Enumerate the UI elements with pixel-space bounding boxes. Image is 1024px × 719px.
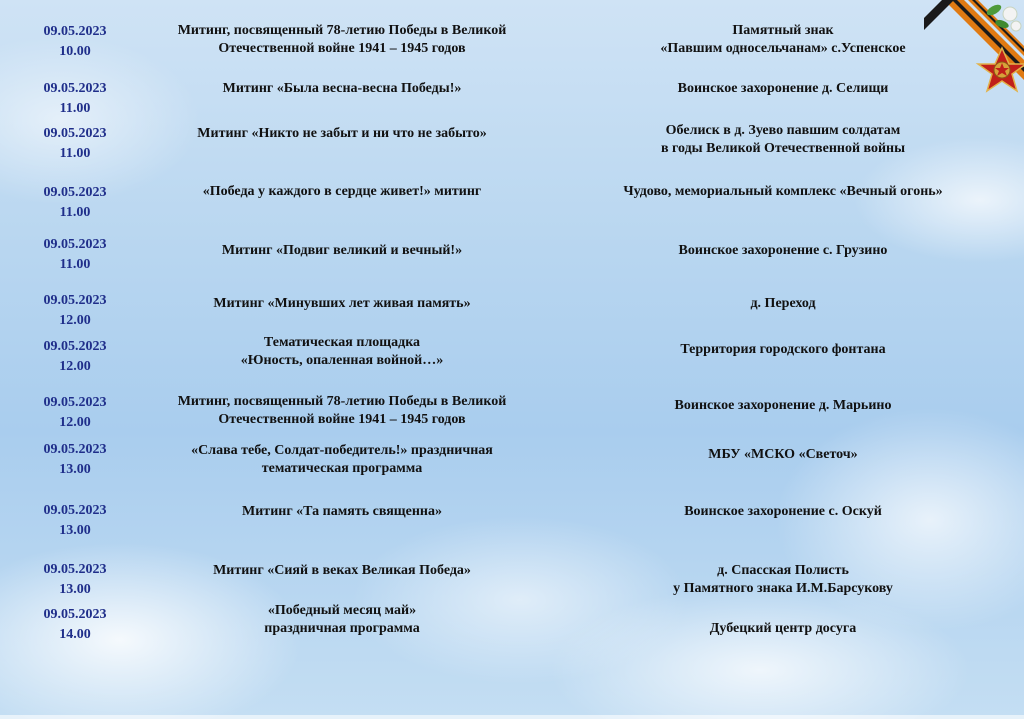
event-date: 09.05.2023 12.00 [43, 339, 107, 374]
event-place: Воинское захоронение д. Марьино [674, 398, 892, 413]
event-date: 09.05.2023 14.00 [43, 607, 107, 642]
event-date: 09.05.2023 13.00 [43, 442, 107, 477]
event-date: 09.05.2023 11.00 [43, 126, 107, 161]
event-date: 09.05.2023 11.00 [43, 81, 107, 116]
st-george-ribbon-icon [924, 0, 1024, 110]
event-title: Митинг «Сияй в веках Великая Победа» [213, 563, 471, 578]
event-date: 09.05.2023 12.00 [43, 293, 107, 328]
event-place: Воинское захоронение с. Грузино [678, 243, 888, 258]
event-place: д. Переход [750, 296, 816, 311]
event-date: 09.05.2023 10.00 [43, 24, 107, 59]
event-title: Митинг, посвященный 78-летию Победы в Великой Отечественной войне 1941 – 1945 годов [177, 23, 507, 56]
event-title: «Слава тебе, Солдат-победитель!» праздничная тематическая программа [191, 443, 493, 476]
event-date: 09.05.2023 11.00 [43, 237, 107, 272]
event-place: Чудово, мемориальный комплекс «Вечный огонь» [623, 184, 943, 199]
event-place: Воинское захоронение с. Оскуй [684, 504, 882, 519]
event-date: 09.05.2023 13.00 [43, 562, 107, 597]
event-title: Митинг, посвященный 78-летию Победы в Великой Отечественной войне 1941 – 1945 годов [177, 394, 507, 427]
event-place: д. Спасская Полисть у Памятного знака И.М.Барсукову [673, 563, 893, 596]
event-place: МБУ «МСКО «Светоч» [708, 447, 858, 462]
event-place: Территория городского фонтана [680, 342, 886, 357]
event-place: Дубецкий центр досуга [709, 621, 857, 636]
event-title: Митинг «Та память священна» [242, 504, 442, 519]
footer-divider [0, 715, 1024, 719]
event-title: Митинг «Минувших лет живая память» [213, 296, 471, 311]
event-date: 09.05.2023 13.00 [43, 503, 107, 538]
event-place: Обелиск в д. Зуево павшим солдатам в годы Великой Отечественной войны [660, 123, 906, 156]
event-title: «Победный месяц май» праздничная программа [264, 603, 420, 636]
event-date: 09.05.2023 12.00 [43, 395, 107, 430]
event-place: Воинское захоронение д. Селищи [677, 81, 889, 96]
event-title: Митинг «Подвиг великий и вечный!» [221, 243, 463, 258]
event-title: Митинг «Была весна-весна Победы!» [222, 81, 462, 96]
event-place: Памятный знак «Павшим односельчанам» с.Успенское [660, 23, 906, 56]
event-title: «Победа у каждого в сердце живет!» митинг [202, 184, 482, 199]
event-title: Митинг «Никто не забыт и ни что не забыто» [197, 126, 487, 141]
event-date: 09.05.2023 11.00 [43, 185, 107, 220]
event-title: Тематическая площадка «Юность, опаленная войной…» [240, 335, 444, 368]
